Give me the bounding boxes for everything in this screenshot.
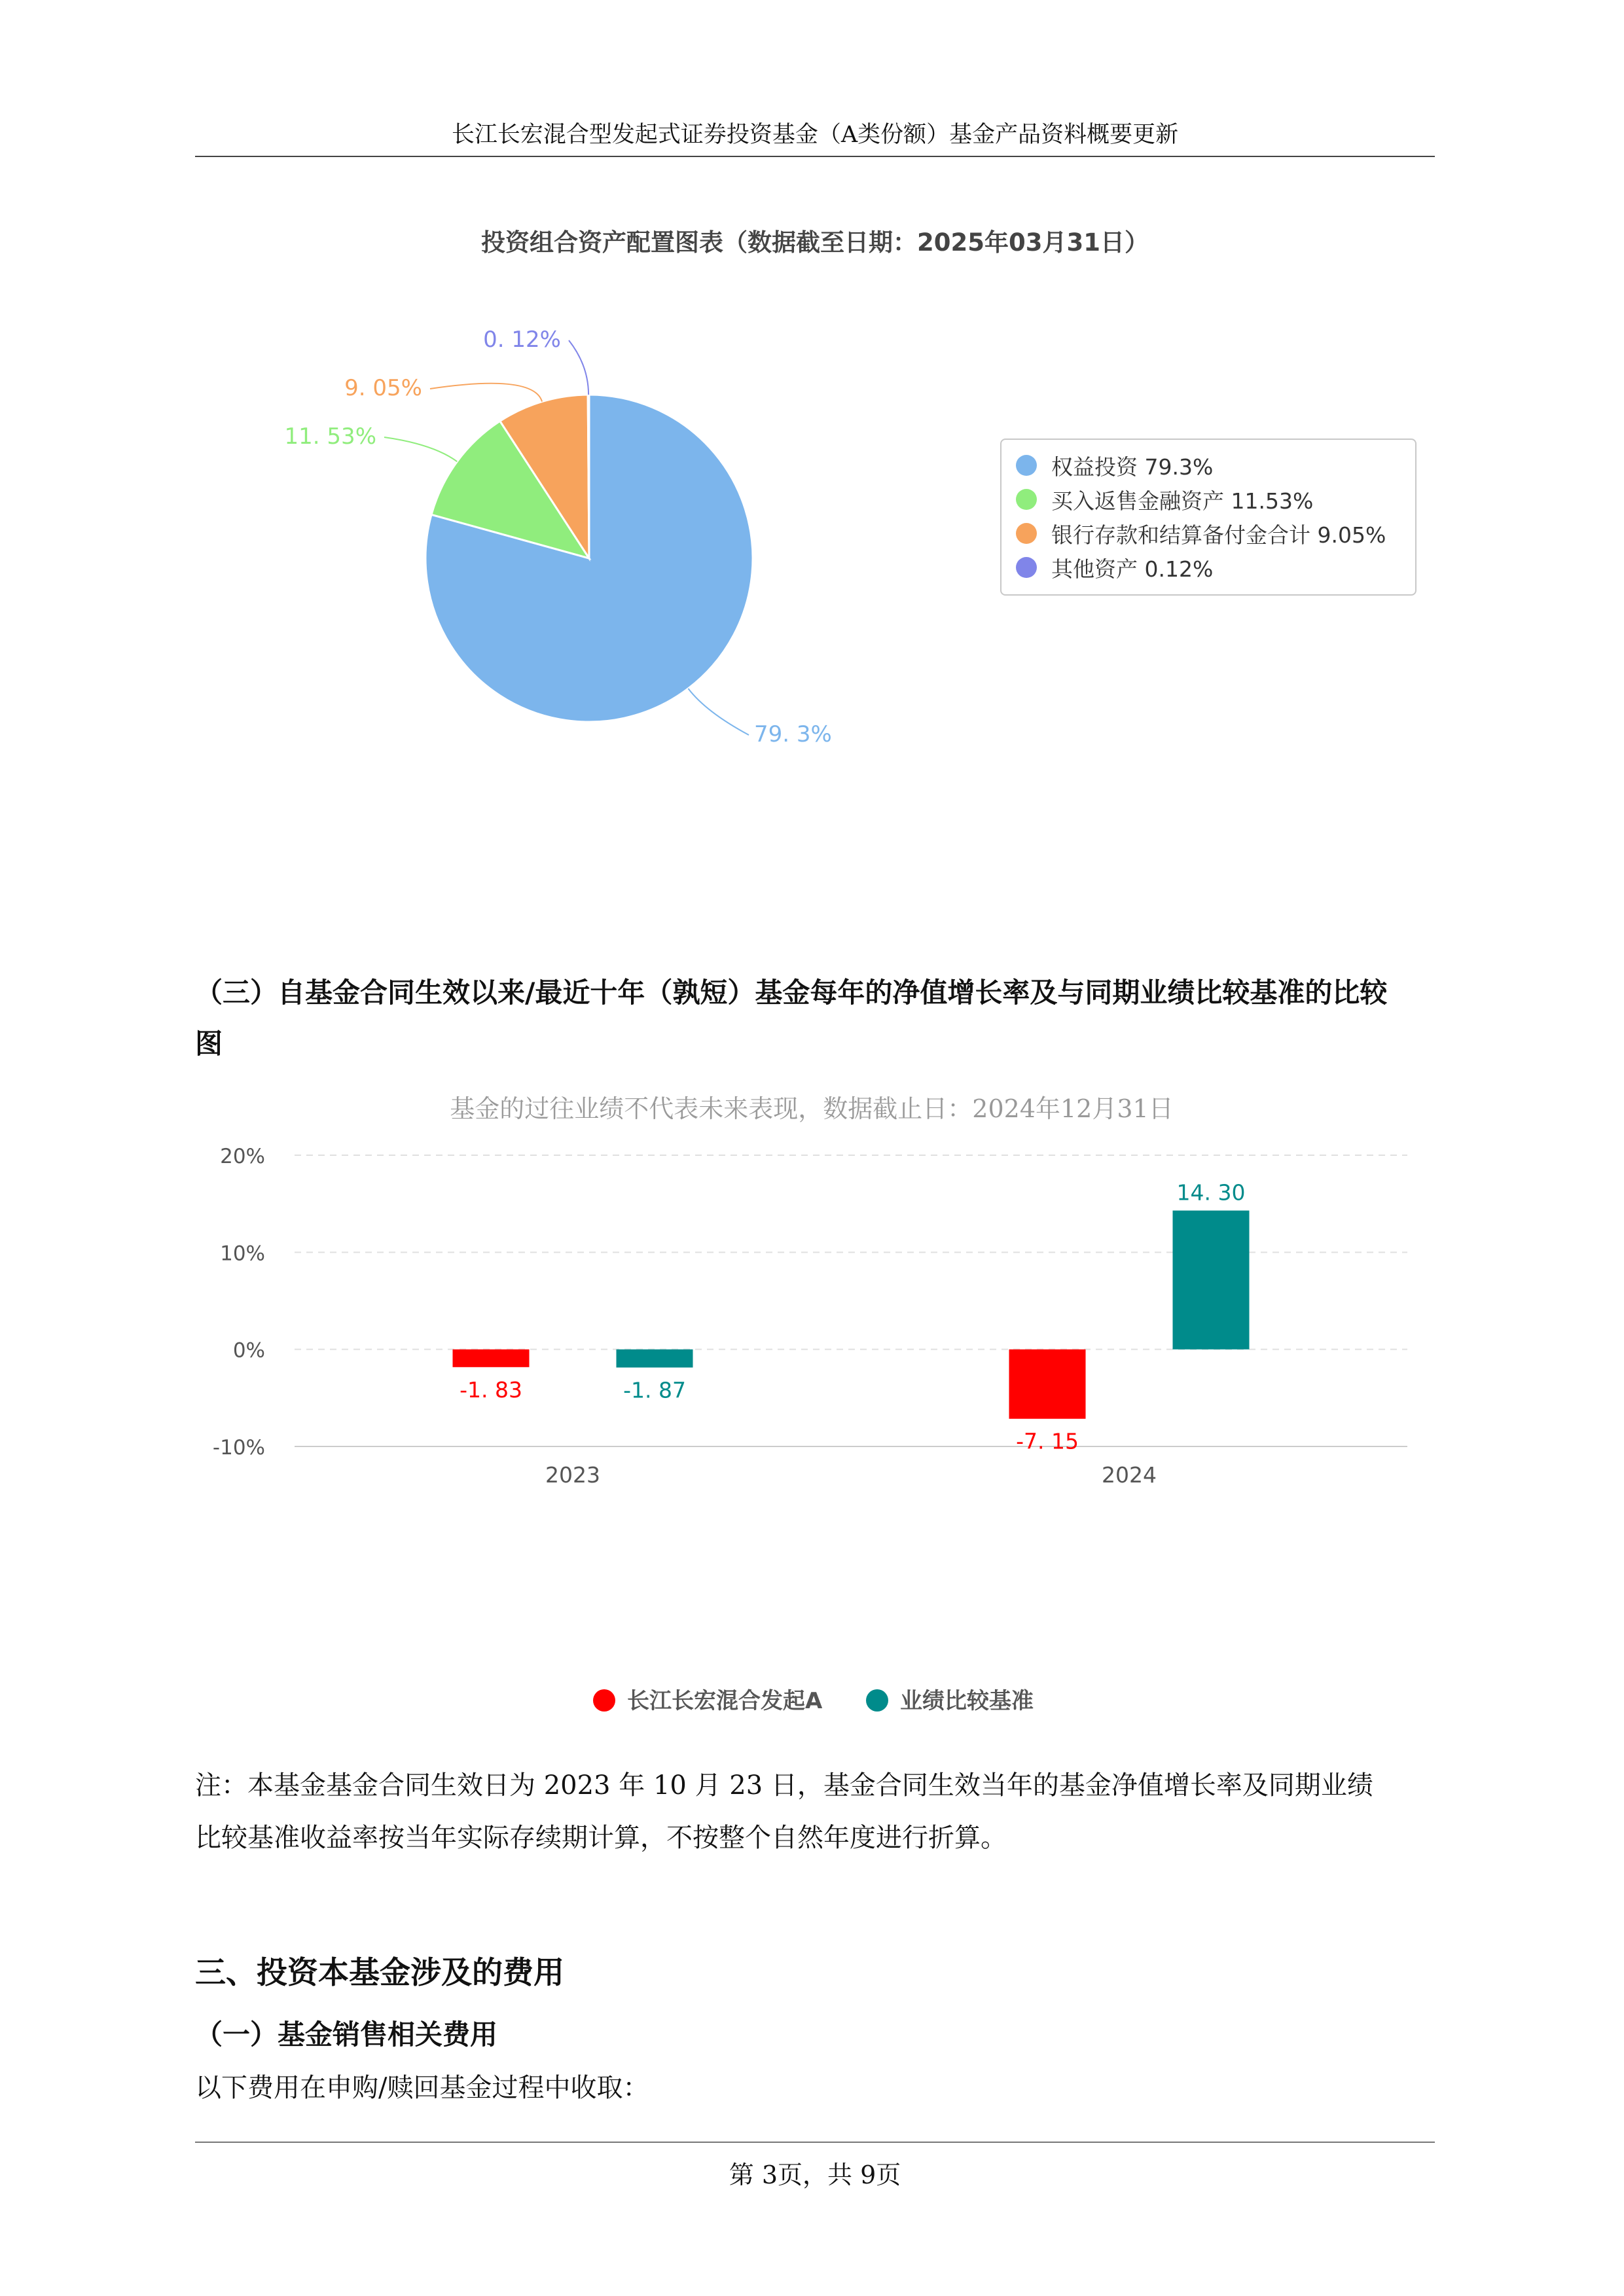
performance-heading-line2: 图 xyxy=(195,1028,223,1060)
bar-legend-label: 长江长宏混合发起A xyxy=(627,1688,823,1714)
bar-value-label: 14. 30 xyxy=(1176,1179,1246,1206)
bar-benchmark xyxy=(1173,1211,1250,1350)
legend-label: 权益投资 79.3% xyxy=(1051,454,1214,480)
legend-item-equity xyxy=(1016,449,1213,482)
performance-bar-chart xyxy=(0,1073,1624,1728)
legend-dot-icon xyxy=(593,1689,615,1712)
bar-fund xyxy=(453,1350,530,1367)
document-header-title: 长江长宏混合型发起式证券投资基金（A类份额）基金产品资料概要更新 xyxy=(451,122,1179,148)
note-line1: 注：本基金基金合同生效日为 2023 年 10 月 23 日，基金合同生效当年的基金净值增长率及同期业绩 xyxy=(195,1770,1373,1801)
performance-heading-line1: （三）自基金合同生效以来/最近十年（孰短）基金每年的净值增长率及与同期业绩比较基准的比较 xyxy=(195,977,1388,1009)
note-line2: 比较基准收益率按当年实际存续期计算，不按整个自然年度进行折算。 xyxy=(195,1823,1007,1853)
legend-dot-icon xyxy=(1016,455,1037,476)
legend-dot-icon xyxy=(1016,557,1037,578)
y-axis-tick-label: -10% xyxy=(212,1436,265,1460)
bar-value-label: -7. 15 xyxy=(1016,1428,1079,1454)
legend-item-reverse-repo xyxy=(1016,483,1313,516)
bar-value-label: -1. 87 xyxy=(623,1377,686,1403)
bar-chart-title: 基金的过往业绩不代表未来表现，数据截止日：2024年12月31日 xyxy=(450,1094,1174,1123)
bar-fund xyxy=(1009,1350,1086,1419)
pie-slice-label: 0. 12% xyxy=(483,327,561,353)
y-axis-tick-label: 0% xyxy=(232,1338,265,1363)
legend-label: 买入返售金融资产 11.53% xyxy=(1051,488,1314,514)
legend-label: 其他资产 0.12% xyxy=(1051,556,1214,582)
pie-connector-line xyxy=(569,340,588,395)
legend-dot-icon xyxy=(1016,489,1037,510)
legend-label: 银行存款和结算备付金合计 9.05% xyxy=(1051,522,1386,548)
y-axis-tick-label: 10% xyxy=(220,1242,265,1266)
allocation-legend xyxy=(1000,439,1416,596)
pie-slice xyxy=(588,395,589,558)
legend-dot-icon xyxy=(866,1689,888,1712)
legend-item-bank-deposit xyxy=(1016,517,1386,550)
pie-connector-line xyxy=(688,689,749,735)
footer-rule xyxy=(195,2142,1435,2143)
legend-dot-icon xyxy=(1016,523,1037,544)
page-number: 第 3页，共 9页 xyxy=(729,2161,901,2189)
pie-connector-line xyxy=(384,437,457,461)
pie-connector-line xyxy=(430,384,542,402)
x-axis-category-label: 2024 xyxy=(1102,1462,1157,1488)
bar-legend-label: 业绩比较基准 xyxy=(900,1688,1034,1714)
allocation-chart-title: 投资组合资产配置图表（数据截至日期：2025年03月31日） xyxy=(481,228,1149,257)
x-axis-category-label: 2023 xyxy=(545,1462,600,1488)
legend-item-other-assets xyxy=(1016,551,1213,584)
sales-fees-sub-heading: （一）基金销售相关费用 xyxy=(195,2018,498,2051)
performance-note xyxy=(195,1759,1439,1864)
performance-section-heading xyxy=(195,967,1439,1069)
pie-slice-label: 9. 05% xyxy=(344,375,422,401)
pie-slice-label: 79. 3% xyxy=(754,721,832,747)
allocation-pie-chart xyxy=(0,0,1624,851)
pie-slice-label: 11. 53% xyxy=(284,423,376,450)
bar-value-label: -1. 83 xyxy=(460,1376,522,1403)
bar-benchmark xyxy=(617,1350,693,1368)
y-axis-tick-label: 20% xyxy=(220,1145,265,1168)
fees-section-heading: 三、投资本基金涉及的费用 xyxy=(195,1955,564,1991)
fees-intro-text: 以下费用在申购/赎回基金过程中收取： xyxy=(195,2073,649,2103)
